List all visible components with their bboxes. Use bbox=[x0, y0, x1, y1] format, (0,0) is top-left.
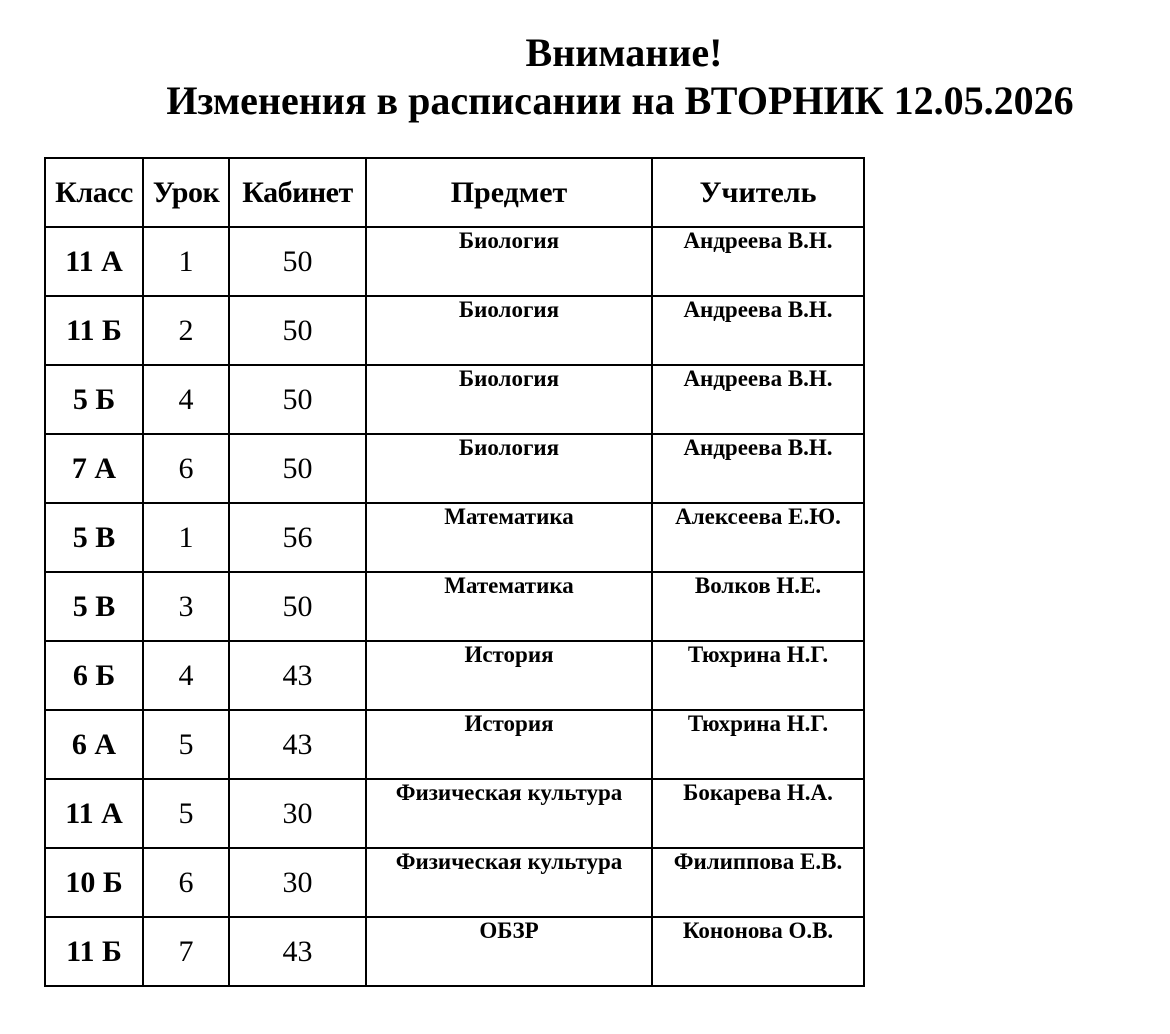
table-row bbox=[45, 365, 864, 434]
cell-room: 43 bbox=[229, 641, 366, 710]
cell-teacher: Андреева В.Н. bbox=[652, 365, 864, 434]
table-row bbox=[45, 572, 864, 641]
cell-class: 7 А bbox=[45, 434, 143, 503]
column-header-class: Класс bbox=[45, 158, 143, 227]
cell-room: 50 bbox=[229, 365, 366, 434]
cell-room: 50 bbox=[229, 296, 366, 365]
table-row bbox=[45, 227, 864, 296]
cell-lesson: 1 bbox=[143, 227, 229, 296]
cell-class: 5 Б bbox=[45, 365, 143, 434]
table-row bbox=[45, 434, 864, 503]
cell-subject: Биология bbox=[366, 434, 652, 503]
cell-class: 11 А bbox=[45, 227, 143, 296]
table-row bbox=[45, 710, 864, 779]
attention-title: Внимание! bbox=[525, 30, 723, 75]
cell-teacher: Алексеева Е.Ю. bbox=[652, 503, 864, 572]
cell-class: 6 Б bbox=[45, 641, 143, 710]
column-header-room: Кабинет bbox=[229, 158, 366, 227]
cell-class: 11 А bbox=[45, 779, 143, 848]
cell-room: 30 bbox=[229, 779, 366, 848]
cell-subject: История bbox=[366, 641, 652, 710]
column-header-teacher: Учитель bbox=[652, 158, 864, 227]
cell-subject: Физическая культура bbox=[366, 848, 652, 917]
cell-class: 5 В bbox=[45, 572, 143, 641]
cell-subject: История bbox=[366, 710, 652, 779]
cell-lesson: 4 bbox=[143, 641, 229, 710]
cell-teacher: Филиппова Е.В. bbox=[652, 848, 864, 917]
cell-room: 56 bbox=[229, 503, 366, 572]
cell-teacher: Тюхрина Н.Г. bbox=[652, 710, 864, 779]
cell-room: 43 bbox=[229, 917, 366, 986]
cell-subject: Биология bbox=[366, 296, 652, 365]
cell-teacher: Кононова О.В. bbox=[652, 917, 864, 986]
cell-subject: Биология bbox=[366, 227, 652, 296]
cell-class: 11 Б bbox=[45, 917, 143, 986]
cell-room: 30 bbox=[229, 848, 366, 917]
cell-room: 50 bbox=[229, 572, 366, 641]
cell-class: 5 В bbox=[45, 503, 143, 572]
cell-teacher: Андреева В.Н. bbox=[652, 434, 864, 503]
table-row bbox=[45, 296, 864, 365]
cell-class: 11 Б bbox=[45, 296, 143, 365]
cell-lesson: 3 bbox=[143, 572, 229, 641]
table-body bbox=[45, 227, 864, 986]
cell-room: 50 bbox=[229, 434, 366, 503]
cell-teacher: Бокарева Н.А. bbox=[652, 779, 864, 848]
cell-teacher: Андреева В.Н. bbox=[652, 296, 864, 365]
cell-teacher: Андреева В.Н. bbox=[652, 227, 864, 296]
cell-subject: Математика bbox=[366, 572, 652, 641]
cell-subject: Физическая культура bbox=[366, 779, 652, 848]
table-row bbox=[45, 848, 864, 917]
cell-room: 43 bbox=[229, 710, 366, 779]
table-row bbox=[45, 503, 864, 572]
cell-lesson: 6 bbox=[143, 434, 229, 503]
cell-lesson: 4 bbox=[143, 365, 229, 434]
cell-teacher: Волков Н.Е. bbox=[652, 572, 864, 641]
page-header bbox=[0, 30, 1170, 126]
table-row bbox=[45, 779, 864, 848]
cell-lesson: 6 bbox=[143, 848, 229, 917]
cell-class: 6 А bbox=[45, 710, 143, 779]
cell-lesson: 5 bbox=[143, 779, 229, 848]
cell-lesson: 5 bbox=[143, 710, 229, 779]
cell-subject: Математика bbox=[366, 503, 652, 572]
cell-subject: Биология bbox=[366, 365, 652, 434]
schedule-table bbox=[44, 157, 865, 987]
cell-teacher: Тюхрина Н.Г. bbox=[652, 641, 864, 710]
cell-subject: ОБЗР bbox=[366, 917, 652, 986]
cell-class: 10 Б bbox=[45, 848, 143, 917]
table-row bbox=[45, 641, 864, 710]
cell-room: 50 bbox=[229, 227, 366, 296]
schedule-changes-title: Изменения в расписании на ВТОРНИК 12.05.2026 bbox=[166, 78, 1074, 123]
column-header-lesson: Урок bbox=[143, 158, 229, 227]
table-header-row bbox=[45, 158, 864, 227]
cell-lesson: 1 bbox=[143, 503, 229, 572]
table-row bbox=[45, 917, 864, 986]
cell-lesson: 7 bbox=[143, 917, 229, 986]
column-header-subject: Предмет bbox=[366, 158, 652, 227]
cell-lesson: 2 bbox=[143, 296, 229, 365]
